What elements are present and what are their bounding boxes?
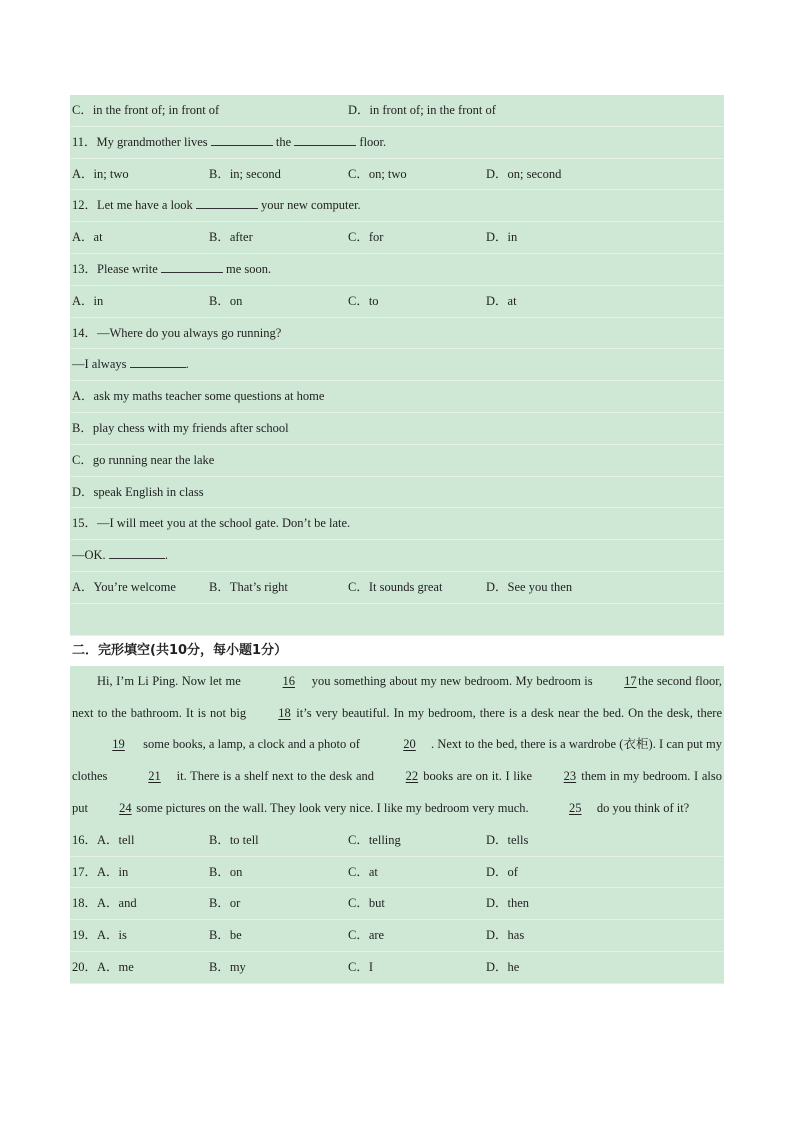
blank-20: 20 [403, 737, 416, 752]
q15-option-a: A．You’re welcome [72, 579, 176, 594]
q17-option-a: 17．A．in [72, 864, 129, 879]
q12-option-d: D．in [486, 230, 518, 245]
blank-21: 21 [148, 769, 161, 784]
q15-option-b: B．That’s right [209, 579, 288, 594]
q11-option-a: A．in; two [72, 166, 129, 181]
q18-options-row [70, 888, 724, 920]
blank-24: 24 [119, 800, 132, 815]
q14-stem-line2: —I always . [70, 349, 724, 381]
q16-option-d: D．tells [486, 832, 529, 847]
answer-blank [130, 355, 186, 368]
answer-blank [161, 260, 223, 273]
q13-option-d: D．at [486, 293, 517, 308]
blank-25: 25 [569, 800, 582, 815]
q15-options-row [70, 572, 724, 604]
q11-option-b: B．in; second [209, 166, 281, 181]
section2-title: 二．完形填空(共10分，每小题1分） [70, 636, 724, 666]
q18-option-a: 18．A．and [72, 896, 137, 911]
q17-option-d: D．of [486, 864, 518, 879]
q14-option-d: D．speak English in class [70, 477, 724, 509]
q20-option-a: 20．A．me [72, 959, 134, 974]
q18-option-d: D．then [486, 896, 530, 911]
q12-option-c: C．for [348, 230, 384, 245]
blank-18: 18 [278, 705, 291, 720]
q14-option-a: A．ask my maths teacher some questions at home [70, 381, 724, 413]
answer-blank [211, 133, 273, 146]
exam-sheet [70, 95, 724, 984]
q20-option-c: C．I [348, 959, 374, 974]
q13-option-a: A．in [72, 293, 104, 308]
cloze-passage: Hi, I’m Li Ping. Now let me 16 you something about my new bedroom. My bedroom is 17 the second floor, next to the bathroom. It is not big 18 it’s very beautiful. In my bedroom, there is a desk near the bed. On the desk, there 19 some books, a lamp, a clock and a photo of 20 . Next to the bed, there is a wardrobe (衣柜). I can put my clothes 21 it. There is a shelf next to the desk and 22 books are on it. I like 23 them in my bedroom. I also put 24 some pictures on the wall. They look very nice. I like my bedroom very much. 25 do you think of it? [70, 666, 724, 825]
q13-option-c: C．to [348, 293, 379, 308]
q17-option-b: B．on [209, 864, 243, 879]
q17-option-c: C．at [348, 864, 378, 879]
q17-options-row [70, 857, 724, 889]
q15-option-d: D．See you then [486, 579, 573, 594]
q12-options-row [70, 222, 724, 254]
q19-option-a: 19．A．is [72, 928, 127, 943]
q13-options-row [70, 286, 724, 318]
section2-cloze [70, 666, 724, 984]
q12-option-b: B．after [209, 230, 253, 245]
q18-option-b: B．or [209, 896, 241, 911]
blank-17: 17 [624, 673, 637, 688]
q10-option-d: D．in front of; in the front of [348, 103, 496, 117]
q19-options-row [70, 920, 724, 952]
q16-option-c: C．telling [348, 832, 401, 847]
q20-option-d: D．he [486, 959, 520, 974]
q18-option-c: C．but [348, 896, 385, 911]
q20-options-row [70, 952, 724, 984]
answer-blank [109, 546, 165, 559]
q19-option-d: D．has [486, 928, 525, 943]
q14-option-c: C．go running near the lake [70, 445, 724, 477]
answer-blank [294, 133, 356, 146]
q20-option-b: B．my [209, 959, 246, 974]
blank-16: 16 [282, 673, 295, 688]
q14-option-b: B．play chess with my friends after school [70, 413, 724, 445]
q16-options-row [70, 825, 724, 857]
section1-questions [70, 95, 724, 636]
q12-stem: 12．Let me have a look your new computer. [70, 190, 724, 222]
q10-options-row [70, 95, 724, 127]
q14-stem: 14．—Where do you always go running? [70, 318, 724, 350]
answer-blank [196, 196, 258, 209]
q15-stem: 15．—I will meet you at the school gate. Don’t be late. [70, 508, 724, 540]
q10-option-c: C．in the front of; in front of [72, 103, 220, 117]
blank-19: 19 [112, 737, 125, 752]
q19-option-c: C．are [348, 928, 385, 943]
q13-stem: 13．Please write me soon. [70, 254, 724, 286]
q12-option-a: A．at [72, 230, 103, 245]
blank-23: 23 [563, 769, 577, 784]
q11-option-d: D．on; second [486, 166, 562, 181]
q15-stem-line2: —OK. . [70, 540, 724, 572]
q11-options-row [70, 159, 724, 191]
q11-option-c: C．on; two [348, 166, 407, 181]
q16-option-b: B．to tell [209, 832, 259, 847]
q11-stem: 11．My grandmother lives the floor. [70, 127, 724, 159]
q13-option-b: B．on [209, 293, 243, 308]
q16-option-a: 16．A．tell [72, 832, 135, 847]
q15-option-c: C．It sounds great [348, 579, 443, 594]
q19-option-b: B．be [209, 928, 242, 943]
spacer-row [70, 604, 724, 636]
blank-22: 22 [405, 769, 419, 784]
